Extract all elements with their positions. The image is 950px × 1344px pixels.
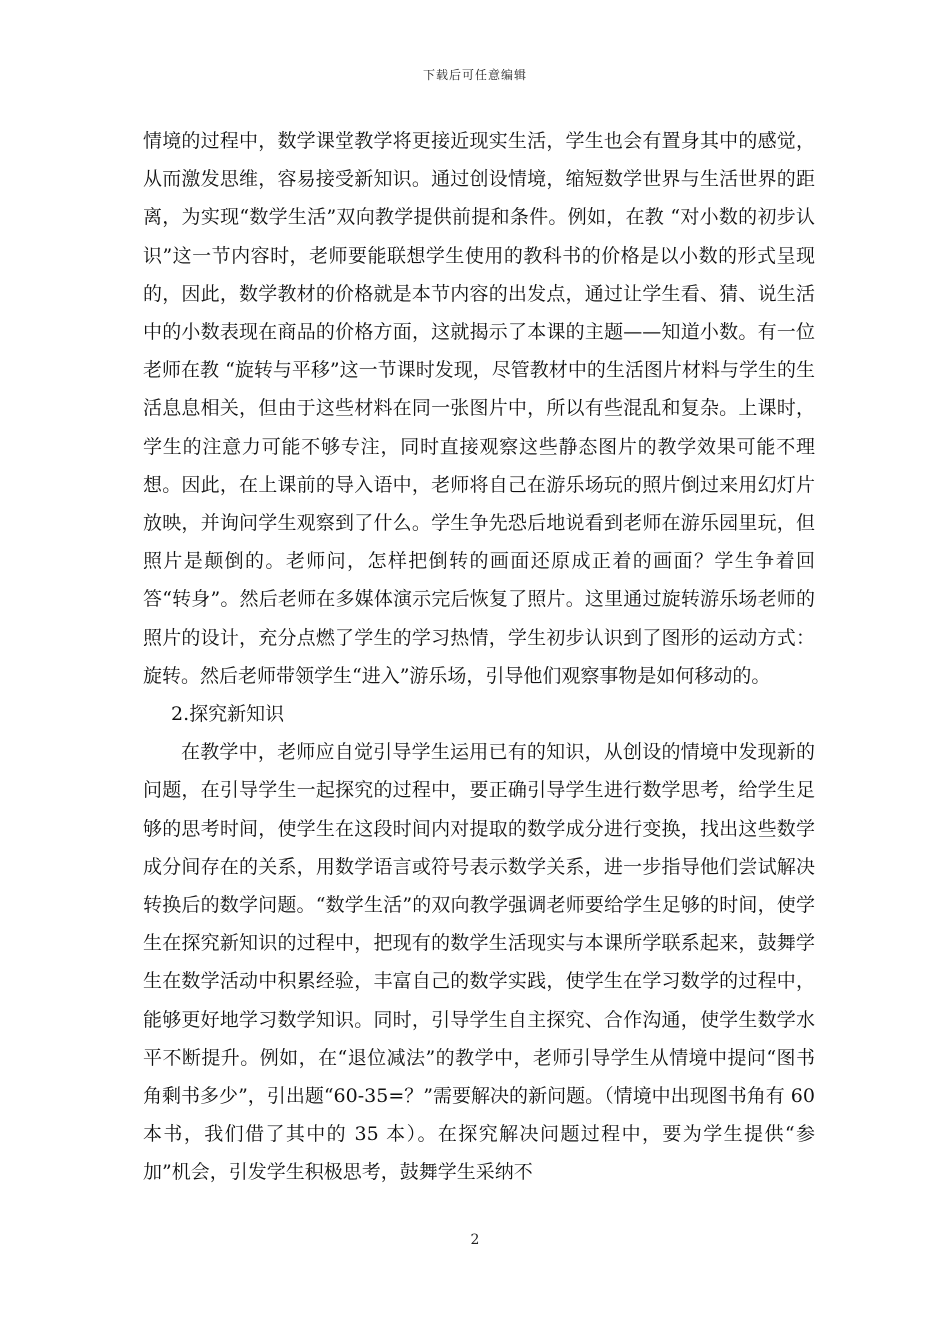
body-paragraph-2: 在教学中，老师应自觉引导学生运用已有的知识，从创设的情境中发现新的问题，在引导学生一起探究的过程中，要正确引导学生进行数学思考，给学生足够的思考时间，使学生在这段时间内对提取的数学成分进行变换，找出这些数学成分间存在的关系，用数学语言或符号表示数学关系，进一步指导他们尝试解决转换后的数学问题。“数学生活”的双向教学强调老师要给学生足够的时间，使学生在探究新知识的过程中，把现有的数学生活现实与本课所学联系起来，鼓舞学生在数学活动中积累经验，丰富自己的数学实践，使学生在学习数学的过程中，能够更好地学习数学知识。同时，引导学生自主探究、合作沟通，使学生数学水平不断提升。例如，在“退位减法”的教学中，老师引导学生从情境中提问“图书角剩书多少”，引出题“60-35=？”需要解决的新问题。（情境中出现图书角有 60 本书，我们借了其中的 35 本）。在探究解决问题过程中，要为学生提供“参加”机会，引发学生积极思考，鼓舞学生采纳不 [143, 741, 815, 1184]
page-number: 2 [470, 1232, 480, 1248]
body-paragraph-1: 情境的过程中，数学课堂教学将更接近现实生活，学生也会有置身其中的感觉，从而激发思维，容易接受新知识。通过创设情境，缩短数学世界与生活世界的距离，为实现“数学生活”双向教学提供前提和条件。例如，在教 “对小数的初步认识”这一节内容时，老师要能联想学生使用的教科书的价格是以小数的形式呈现的，因此，数学教材的价格就是本节内容的出发点，通过让学生看、猜、说生活中的小数表现在商品的价格方面，这就揭示了本课的主题——知道小数。有一位老师在教 “旋转与平移”这一节课时发现，尽管教材中的生活图片材料与学生的生活息息相关，但由于这些材料在同一张图片中，所以有些混乱和复杂。上课时，学生的注意力可能不够专注，同时直接观察这些静态图片的教学效果可能不理想。因此，在上课前的导入语中，老师将自己在游乐场玩的照片倒过来用幻灯片放映，并询问学生观察到了什么。学生争先恐后地说看到老师在游乐园里玩，但照片是颠倒的。老师问，怎样把倒转的画面还原成正着的画面？学生争着回答“转身”。然后老师在多媒体演示完后恢复了照片。这里通过旋转游乐场老师的照片的设计，充分点燃了学生的学习热情，学生初步认识到了图形的运动方式：旋转。然后老师带领学生“进入”游乐场，引导他们观察事物是如何移动的。 [143, 130, 815, 687]
page-header: 下载后可任意编辑 [422, 68, 527, 82]
section-heading: 2.探究新知识 [171, 703, 285, 726]
document-body [143, 122, 815, 1192]
